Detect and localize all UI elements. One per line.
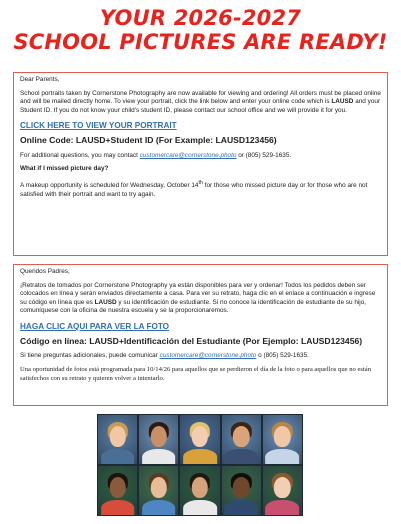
portrait-face xyxy=(274,477,290,499)
portrait-torso xyxy=(142,500,176,515)
portrait-face xyxy=(151,477,167,499)
portrait-torso xyxy=(101,449,135,464)
student-portrait xyxy=(180,415,219,464)
questions-text: For additional questions, you may contact customercare@cornerstone.photo or (805) 529-1635. xyxy=(20,151,292,159)
portrait-face xyxy=(192,426,208,448)
student-portrait xyxy=(139,415,178,464)
email-link-es[interactable]: customercare@cornerstone.photo xyxy=(159,352,257,360)
view-photo-link-es[interactable]: HAGA CLIC AQUI PARA VER LA FOTO xyxy=(20,321,170,331)
greeting: Dear Parents, xyxy=(20,76,60,83)
questions-text-es: Si tiene preguntas adicionales, puede comunicar customercare@cornerstone.photo o (805) 529-1635. xyxy=(20,352,309,360)
student-portrait xyxy=(222,466,261,515)
sample-portraits-collage xyxy=(97,414,303,516)
student-portrait xyxy=(263,466,302,515)
portrait-face xyxy=(233,477,249,499)
view-portrait-link[interactable]: CLICK HERE TO VIEW YOUR PORTRAIT xyxy=(20,121,177,131)
portrait-torso xyxy=(224,500,258,515)
portrait-torso xyxy=(266,500,300,515)
online-code: Online Code: LAUSD+Student ID (For Example: LAUSD123456) xyxy=(20,135,277,146)
page-title xyxy=(0,6,401,54)
email-link[interactable]: customercare@cornerstone.photo xyxy=(139,151,237,159)
portrait-torso xyxy=(266,449,300,464)
missed-heading: What if I missed picture day? xyxy=(20,165,109,173)
english-notice xyxy=(13,72,388,256)
portrait-torso xyxy=(224,449,258,464)
portrait-torso xyxy=(142,449,176,464)
title-line-2: SCHOOL PICTURES ARE READY! xyxy=(13,30,388,54)
portrait-face xyxy=(109,426,125,448)
makeup-text-es: Una oportunidad de fotos está programada para 10/14/26 para aquellos que se perdieron el día de la foto o para aquellos que no están satisfechos con su retrato y quieren volver a intentarlo. xyxy=(20,366,371,382)
spanish-notice xyxy=(13,264,388,406)
student-portrait xyxy=(263,415,302,464)
intro-paragraph: School portraits taken by Cornerstone Photography are now available for viewing and ordering! All orders must be placed online and will be mailed directly home. To view your portrait, click the link below and enter your online code which is LAUSD and your Student ID. If you do not know your child’s student ID, please contact our school office and we will provide it for you. xyxy=(20,89,381,114)
intro-paragraph-es: ¡Retratos de tomados por Cornerstone Photography ya están disponibles para ver y ordenar! Todos los pedidos deben ser colocados en línea y serán enviados directamente a casa. Para ver su retrato, haga clic en el enlace a continuación e ingrese su código en línea que es LAUSD y su identificación de estudiante. Si no conoce la identificación de estudiante de su hijo, comuníquese con la oficina de nuestra escuela y se la proporcionaremos. xyxy=(20,281,376,315)
student-portrait xyxy=(98,466,137,515)
portrait-face xyxy=(151,426,167,448)
portrait-torso xyxy=(183,449,217,464)
portrait-face xyxy=(192,477,208,499)
student-portrait xyxy=(98,415,137,464)
student-portrait xyxy=(222,415,261,464)
student-portrait xyxy=(180,466,219,515)
title-line-1: YOUR 2026-2027 xyxy=(99,6,302,30)
portrait-face xyxy=(233,426,249,448)
missed-text: A makeup opportunity is scheduled for Wednesday, October 14th for those who missed picture day or for those who are not satisfied with their portrait and want to try again. xyxy=(20,180,368,198)
student-portrait xyxy=(139,466,178,515)
portrait-torso xyxy=(183,500,217,515)
portrait-torso xyxy=(101,500,135,515)
portrait-face xyxy=(274,426,290,448)
portrait-face xyxy=(109,477,125,499)
online-code-es: Código en línea: LAUSD+Identificación del Estudiante (Por Ejemplo: LAUSD123456) xyxy=(20,335,363,346)
greeting-es: Queridos Padres, xyxy=(20,268,70,275)
